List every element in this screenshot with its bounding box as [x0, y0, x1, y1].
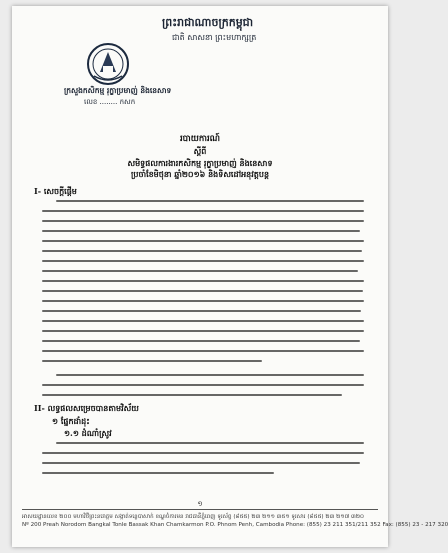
footer-address-khmer: អាសយដ្ឋានលេខ ២០០ មហាវិថីព្រះនរោត្តម សង្កាត់ទន្លេបាសាក់ ខណ្ឌចំការមន រាជធានីភ្នំពេញ ទូរស័ព្ទ (៨៥៥) ២៣ ២១១ ៣៥១ ទូរសារ (៨៥៥) ២៣ ២១៧ ៣២០: [22, 514, 364, 520]
report-subject: សមិទ្ធផលការងារកសិកម្ម រុក្ខាប្រមាញ់ និងនេសាទ: [127, 158, 273, 168]
ministry-emblem-icon: [86, 42, 130, 86]
section-results-heading: II- លទ្ធផលសម្រេចបានតាមវិស័យ: [34, 403, 139, 413]
footer-divider: [22, 509, 378, 510]
kingdom-heading: ព្រះរាជាណាចក្រកម្ពុជា: [162, 16, 254, 29]
document-page: [12, 6, 448, 547]
subsection-rice-heading: ១.១ ដំណាំស្រូវ: [64, 428, 112, 438]
page-number: ១: [197, 500, 203, 508]
subsection-planting-heading: ១ ផ្នែកដាំដុះ: [52, 416, 90, 426]
national-motto: ជាតិ សាសនា ព្រះមហាក្សត្រ: [172, 33, 257, 42]
report-period: ប្រចាំខែមិថុនា ឆ្នាំ២០១៦ និងទិសដៅអនុវត្តបន្ត: [130, 169, 270, 179]
reference-number: លេខ ........ កសក: [84, 98, 136, 106]
report-title: របាយការណ៍: [179, 134, 221, 144]
ministry-name: ក្រសួងកសិកម្ម រុក្ខាប្រមាញ់ និងនេសាទ: [64, 86, 172, 95]
introduction-paragraph-1: [42, 200, 364, 370]
report-subject-label: ស្តីពី: [193, 146, 207, 156]
footer-address-english: Nº 200 Preah Norodom Bangkal Tonle Bassak Khan Chamkarmon P.O. Phnom Penh, Cambodia Phone: (855) 23 211 351/211 352 Fax: (855) 23 - 217 320: [22, 522, 448, 528]
introduction-paragraph-2: [42, 374, 364, 404]
rice-paragraph: [42, 442, 364, 482]
section-introduction-heading: I- សេចក្តីផ្តើម: [34, 186, 77, 196]
